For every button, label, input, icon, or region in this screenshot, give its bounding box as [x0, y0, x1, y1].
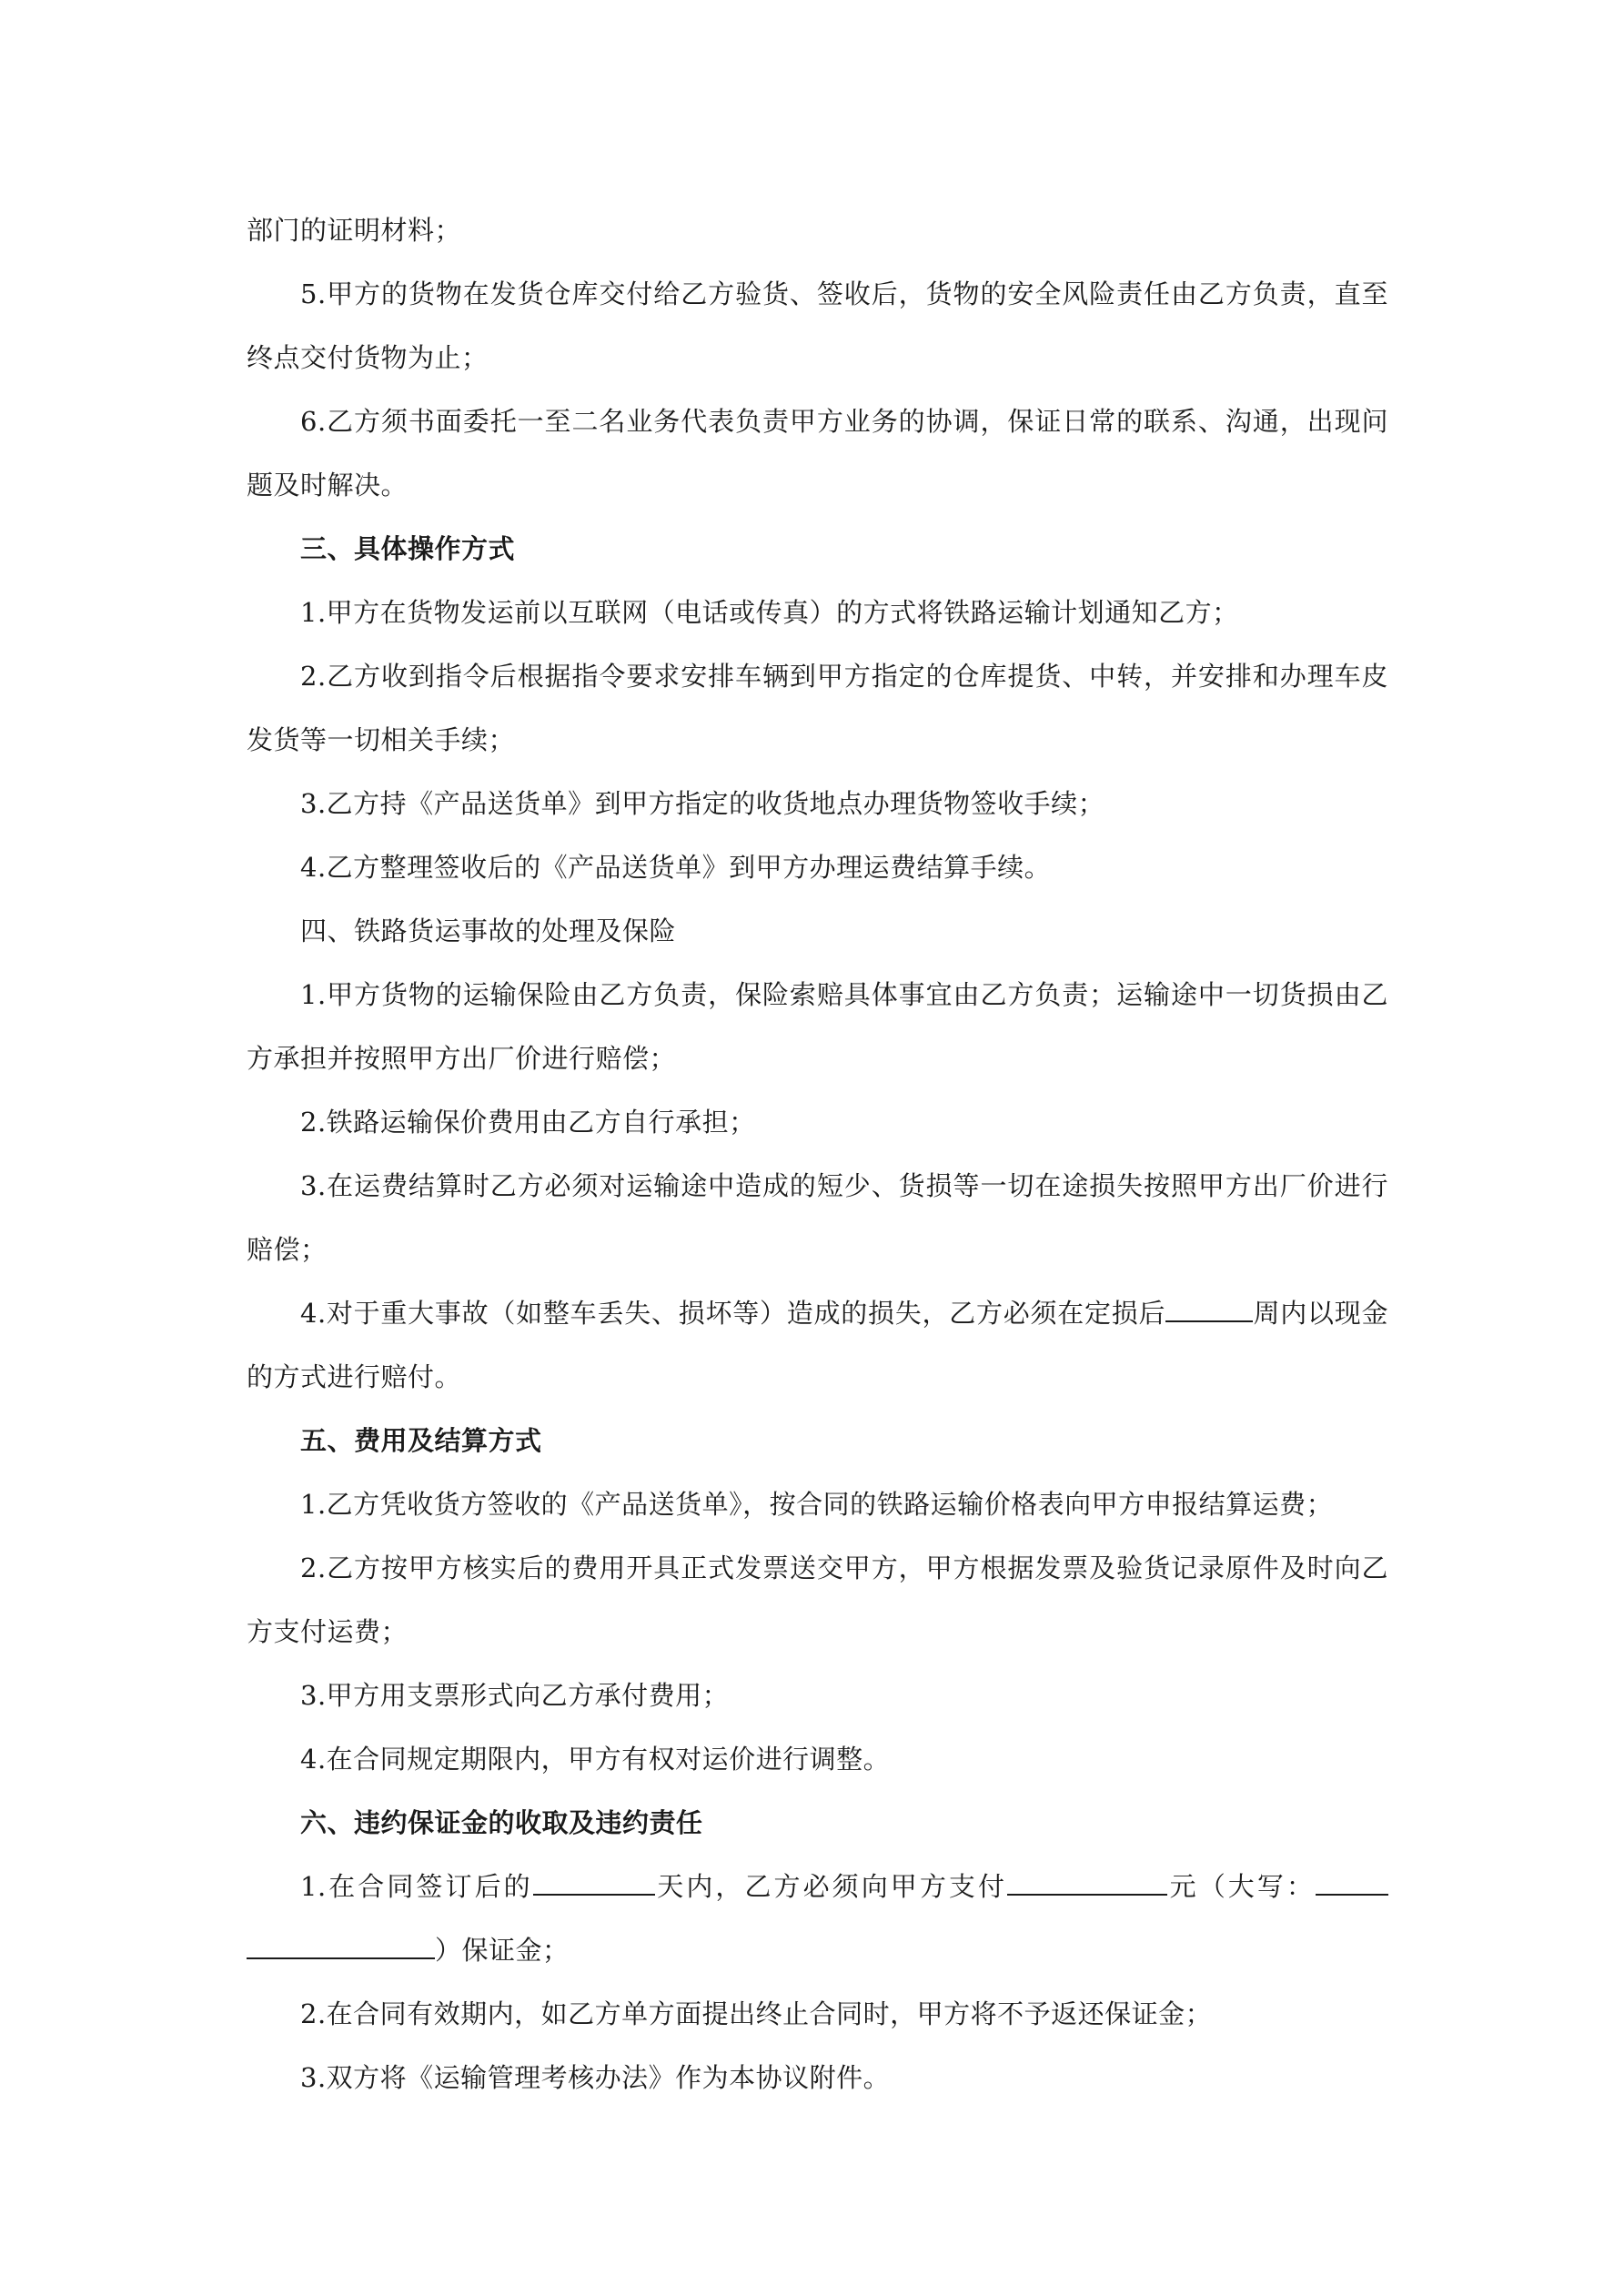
section-6-item-1 — [247, 1855, 1388, 1982]
section-3-item-4: 4.乙方整理签收后的《产品送货单》到甲方办理运费结算手续。 — [300, 852, 1052, 883]
section-6-item-1-text-a: 1.在合同签订后的 — [300, 1871, 533, 1902]
section-5-item-4: 4.在合同规定期限内，甲方有权对运价进行调整。 — [300, 1744, 891, 1775]
section-4-item-4-text-b: 周内以现金的方式进行赔付。 — [247, 1298, 1388, 1392]
contract-body — [247, 198, 1388, 2109]
section-4-item-1: 1.甲方货物的运输保险由乙方负责，保险索赔具体事宜由乙方负责；运输途中一切货损由乙方承担并按照甲方出厂价进行赔偿； — [247, 979, 1388, 1074]
section-6-item-1-text-d: ）保证金； — [435, 1935, 570, 1966]
section-3-item-3: 3.乙方持《产品送货单》到甲方指定的收货地点办理货物签收手续； — [300, 788, 1105, 819]
section-4-item-3: 3.在运费结算时乙方必须对运输途中造成的短少、货损等一切在途损失按照甲方出厂价进行赔偿； — [247, 1170, 1388, 1265]
section-3-heading: 三、具体操作方式 — [300, 533, 516, 564]
days-blank-field[interactable] — [533, 1870, 655, 1896]
section-6-item-1-text-b: 天内，乙方必须向甲方支付 — [654, 1871, 1008, 1902]
section-5-item-3: 3.甲方用支票形式向乙方承付费用； — [300, 1680, 730, 1711]
amount-in-words-blank-field-2[interactable] — [247, 1934, 435, 1959]
amount-in-words-blank-field-1[interactable] — [1316, 1870, 1388, 1896]
clause-5: 5.甲方的货物在发货仓库交付给乙方验货、签收后，货物的安全风险责任由乙方负责，直至终点交付货物为止； — [247, 278, 1388, 373]
section-5-item-1: 1.乙方凭收货方签收的《产品送货单》，按合同的铁路运输价格表向甲方申报结算运费； — [300, 1489, 1334, 1520]
section-4-heading: 四、铁路货运事故的处理及保险 — [300, 915, 677, 946]
section-6-item-1-text-c: 元（大写： — [1167, 1871, 1316, 1902]
section-5-heading: 五、费用及结算方式 — [300, 1425, 542, 1456]
amount-blank-field[interactable] — [1007, 1870, 1167, 1896]
section-5-item-2: 2.乙方按甲方核实后的费用开具正式发票送交甲方，甲方根据发票及验货记录原件及时向乙方支付运费； — [247, 1553, 1388, 1647]
section-4-item-4-text-a: 4.对于重大事故（如整车丢失、损坏等）造成的损失，乙方必须在定损后 — [300, 1298, 1166, 1329]
paragraph-continuation: 部门的证明材料； — [247, 215, 462, 246]
section-3-item-2: 2.乙方收到指令后根据指令要求安排车辆到甲方指定的仓库提货、中转，并安排和办理车皮发货等一切相关手续； — [247, 661, 1388, 755]
section-6-item-2: 2.在合同有效期内，如乙方单方面提出终止合同时，甲方将不予返还保证金； — [300, 1998, 1213, 2029]
section-3-item-1: 1.甲方在货物发运前以互联网（电话或传真）的方式将铁路运输计划通知乙方； — [300, 597, 1239, 628]
section-4-item-2: 2.铁路运输保价费用由乙方自行承担； — [300, 1107, 756, 1138]
section-6-item-3: 3.双方将《运输管理考核办法》作为本协议附件。 — [300, 2062, 891, 2093]
section-6-heading: 六、违约保证金的收取及违约责任 — [300, 1807, 703, 1838]
section-4-item-4 — [247, 1281, 1388, 1409]
clause-6: 6.乙方须书面委托一至二名业务代表负责甲方业务的协调，保证日常的联系、沟通，出现问题及时解决。 — [247, 406, 1388, 501]
weeks-blank-field[interactable] — [1165, 1297, 1253, 1322]
